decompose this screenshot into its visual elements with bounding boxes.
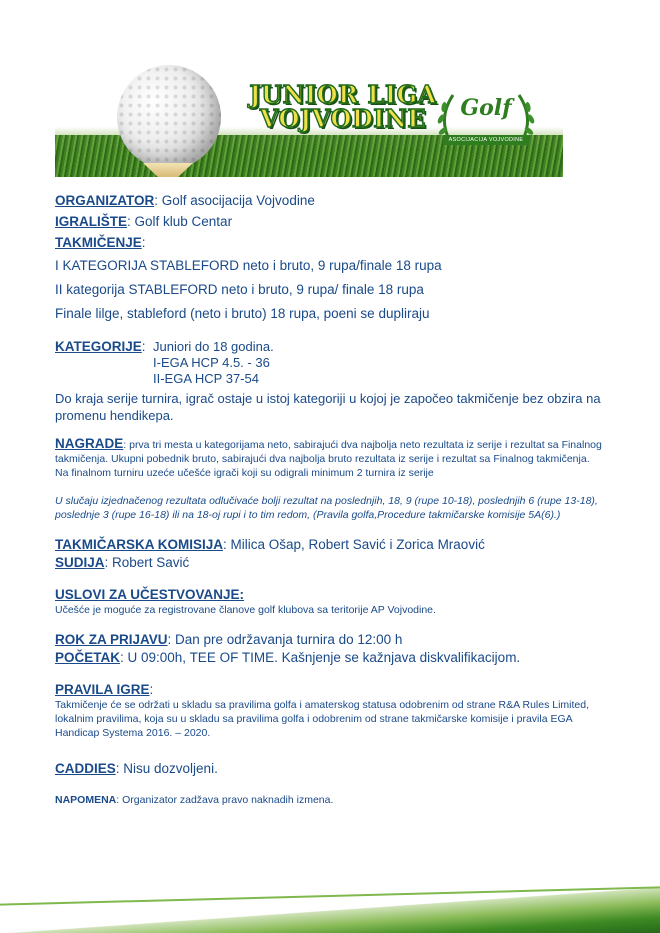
rok-label: ROK ZA PRIJAVU [55,632,168,647]
nagrade-text: : prva tri mesta u kategorijama neto, sabirajući dva najbolja neto rezultata iz serije i rezultat sa Finalnog takmičenja. Ukupni pobednik bruto, sabirajući dva najbolja bruto rezultata iz serije i rezultat sa Finalnog takmičenja. [55,439,602,465]
organizator-value: : Golf asocijacija Vojvodine [154,193,315,208]
kategorije-block [55,336,615,387]
igraliste-label: IGRALIŠTE [55,214,128,229]
takmicenje-line [55,232,615,253]
sudija-value: : Robert Savić [104,555,190,570]
pravila-text: Takmičenje će se održati u skladu sa pravilima golfa i amaterskog statusa odobrenim od strane R&A Rules Limited, lokalnim pravilima, koja su u skladu sa pravilima golfa i odobrenim od strane takmičarske komisije i pravila EGA Handicap Systema 2016. – 2020. [55,699,590,739]
banner-title-line1: JUNIOR LIGA [249,80,437,109]
kategorije-heading [55,336,153,387]
footer-grass-decoration [0,877,660,933]
document-body [55,190,615,807]
komisija-value: : Milica Ošap, Robert Savić i Zorica Mraović [223,537,485,552]
pocetak-label: POČETAK [55,650,121,665]
komisija-label: TAKMIČARSKA KOMISIJA [55,537,223,552]
komisija-line [55,536,615,554]
association-logo [431,81,541,157]
logo-subtitle: ASOCIJACIJA VOJVODINE [443,135,529,145]
sudija-line [55,554,615,572]
kategorije-list [153,336,274,387]
nagrade-text-2: Na finalnom turniru uzeće učešće igrači koji su odigrali minimum 2 turnira iz serije [55,467,434,479]
uslovi-heading [55,586,615,603]
napomena-label: NAPOMENA [55,794,117,806]
rok-line [55,631,615,649]
caddies-value: : Nisu dozvoljeni. [115,761,218,776]
kategorija-item: II-EGA HCP 37-54 [153,371,259,386]
banner-title [227,80,459,133]
sudija-label: SUDIJA [55,555,105,570]
kategorije-colon: : [141,339,146,354]
napomena-line [55,793,615,807]
pocetak-value: : U 09:00h, TEE OF TIME. Kašnjenje se kažnjava diskvalifikacijom. [120,650,521,665]
kategorija-item: I-EGA HCP 4.5. - 36 [153,355,270,370]
takmicenje-line-3: Finale lilge, stableford (neto i bruto) 18 rupa, poeni se dupliraju [55,306,430,321]
tiebreak-rule: U slučaju izjednačenog rezultata odlučivaće bolji rezultat na poslednjih, 18, 9 (rupe 10-18), poslednjih 6 (rupe 13-18), poslednje 3 (rupe 16-18) ili na 18-oj rupi i to tim redom, (Pravila golfa,Procedure takmičarske komisije 5A(6).) [55,495,598,521]
pravila-label: PRAVILA IGRE [55,682,150,697]
kategorije-note: Do kraja serije turnira, igrač ostaje u istoj kategoriji u kojoj je započeo takmičenje bez obzira na promenu hendikepa. [55,391,601,423]
takmicenje-line-2: II kategorija STABLEFORD neto i bruto, 9 rupa/ finale 18 rupa [55,282,424,297]
napomena-value: : Organizator zadžava pravo naknadih izmena. [116,794,334,806]
organizator-label: ORGANIZATOR [55,193,155,208]
header-banner [55,45,563,177]
takmicenje-colon: : [141,235,146,250]
uslovi-text: Učešće je moguće za registrovane članove golf klubova sa teritorije AP Vojvodine. [55,604,436,616]
logo-text: Golf [460,95,512,121]
caddies-label: CADDIES [55,761,116,776]
golf-ball-icon [117,65,221,169]
igraliste-value: : Golf klub Centar [127,214,233,229]
pravila-heading [55,681,615,698]
pravila-colon: : [149,682,154,697]
igraliste-line [55,211,615,232]
kategorije-label: KATEGORIJE [55,339,142,354]
takmicenje-line-1: I KATEGORIJA STABLEFORD neto i bruto, 9 rupa/finale 18 rupa [55,258,442,273]
takmicenje-label: TAKMIČENJE [55,235,142,250]
rok-value: : Dan pre održavanja turnira do 12:00 h [167,632,403,647]
nagrade-label: NAGRADE [55,436,124,451]
uslovi-label: USLOVI ZA UČESTVOVANJE: [55,587,245,602]
kategorija-item: Juniori do 18 godina. [153,339,274,354]
organizator-line [55,190,615,211]
banner-title-line2: VOJVODINE [259,104,427,133]
caddies-line [55,758,615,779]
nagrade-paragraph [55,437,615,466]
pocetak-line [55,649,615,667]
